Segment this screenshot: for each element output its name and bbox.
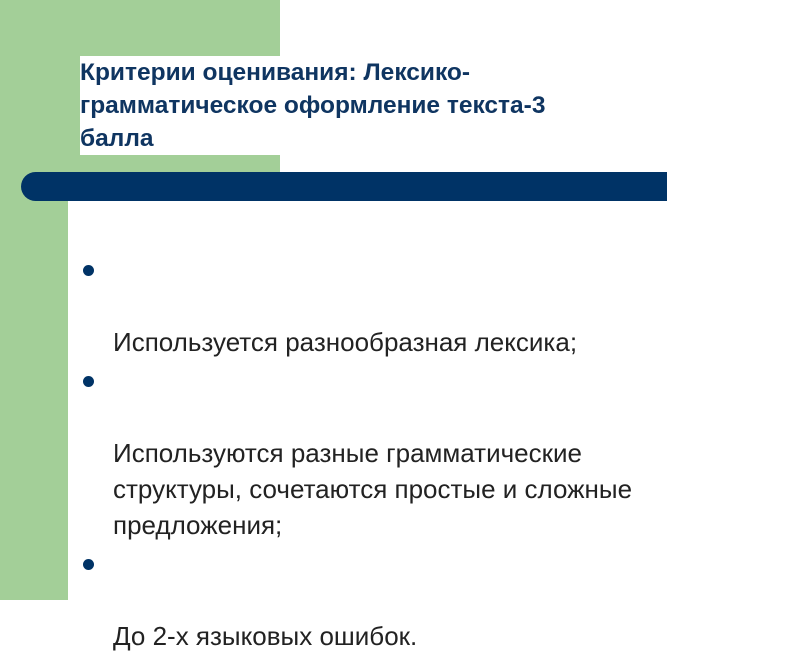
bullet-text: До 2-х языковых ошибок. xyxy=(113,621,418,651)
bullet-text: Используются разные грамматические структуры, сочетаются простые и сложные предложения; xyxy=(113,438,633,540)
bullet-item xyxy=(80,546,760,654)
decorative-green-strip xyxy=(0,180,68,600)
bullet-item xyxy=(80,363,760,543)
bullet-text: Используется разнообразная лексика; xyxy=(113,327,578,357)
bullet-dot-icon xyxy=(83,376,94,387)
title-box xyxy=(80,56,720,155)
bullet-item xyxy=(80,252,760,360)
bullet-dot-icon xyxy=(83,559,94,570)
title-underline-bar xyxy=(21,172,667,201)
slide-title: Критерии оценивания: Лексико- грамматическое оформление текста-3 балла xyxy=(80,59,546,152)
bullet-list xyxy=(80,252,760,657)
bullet-dot-icon xyxy=(83,265,94,276)
